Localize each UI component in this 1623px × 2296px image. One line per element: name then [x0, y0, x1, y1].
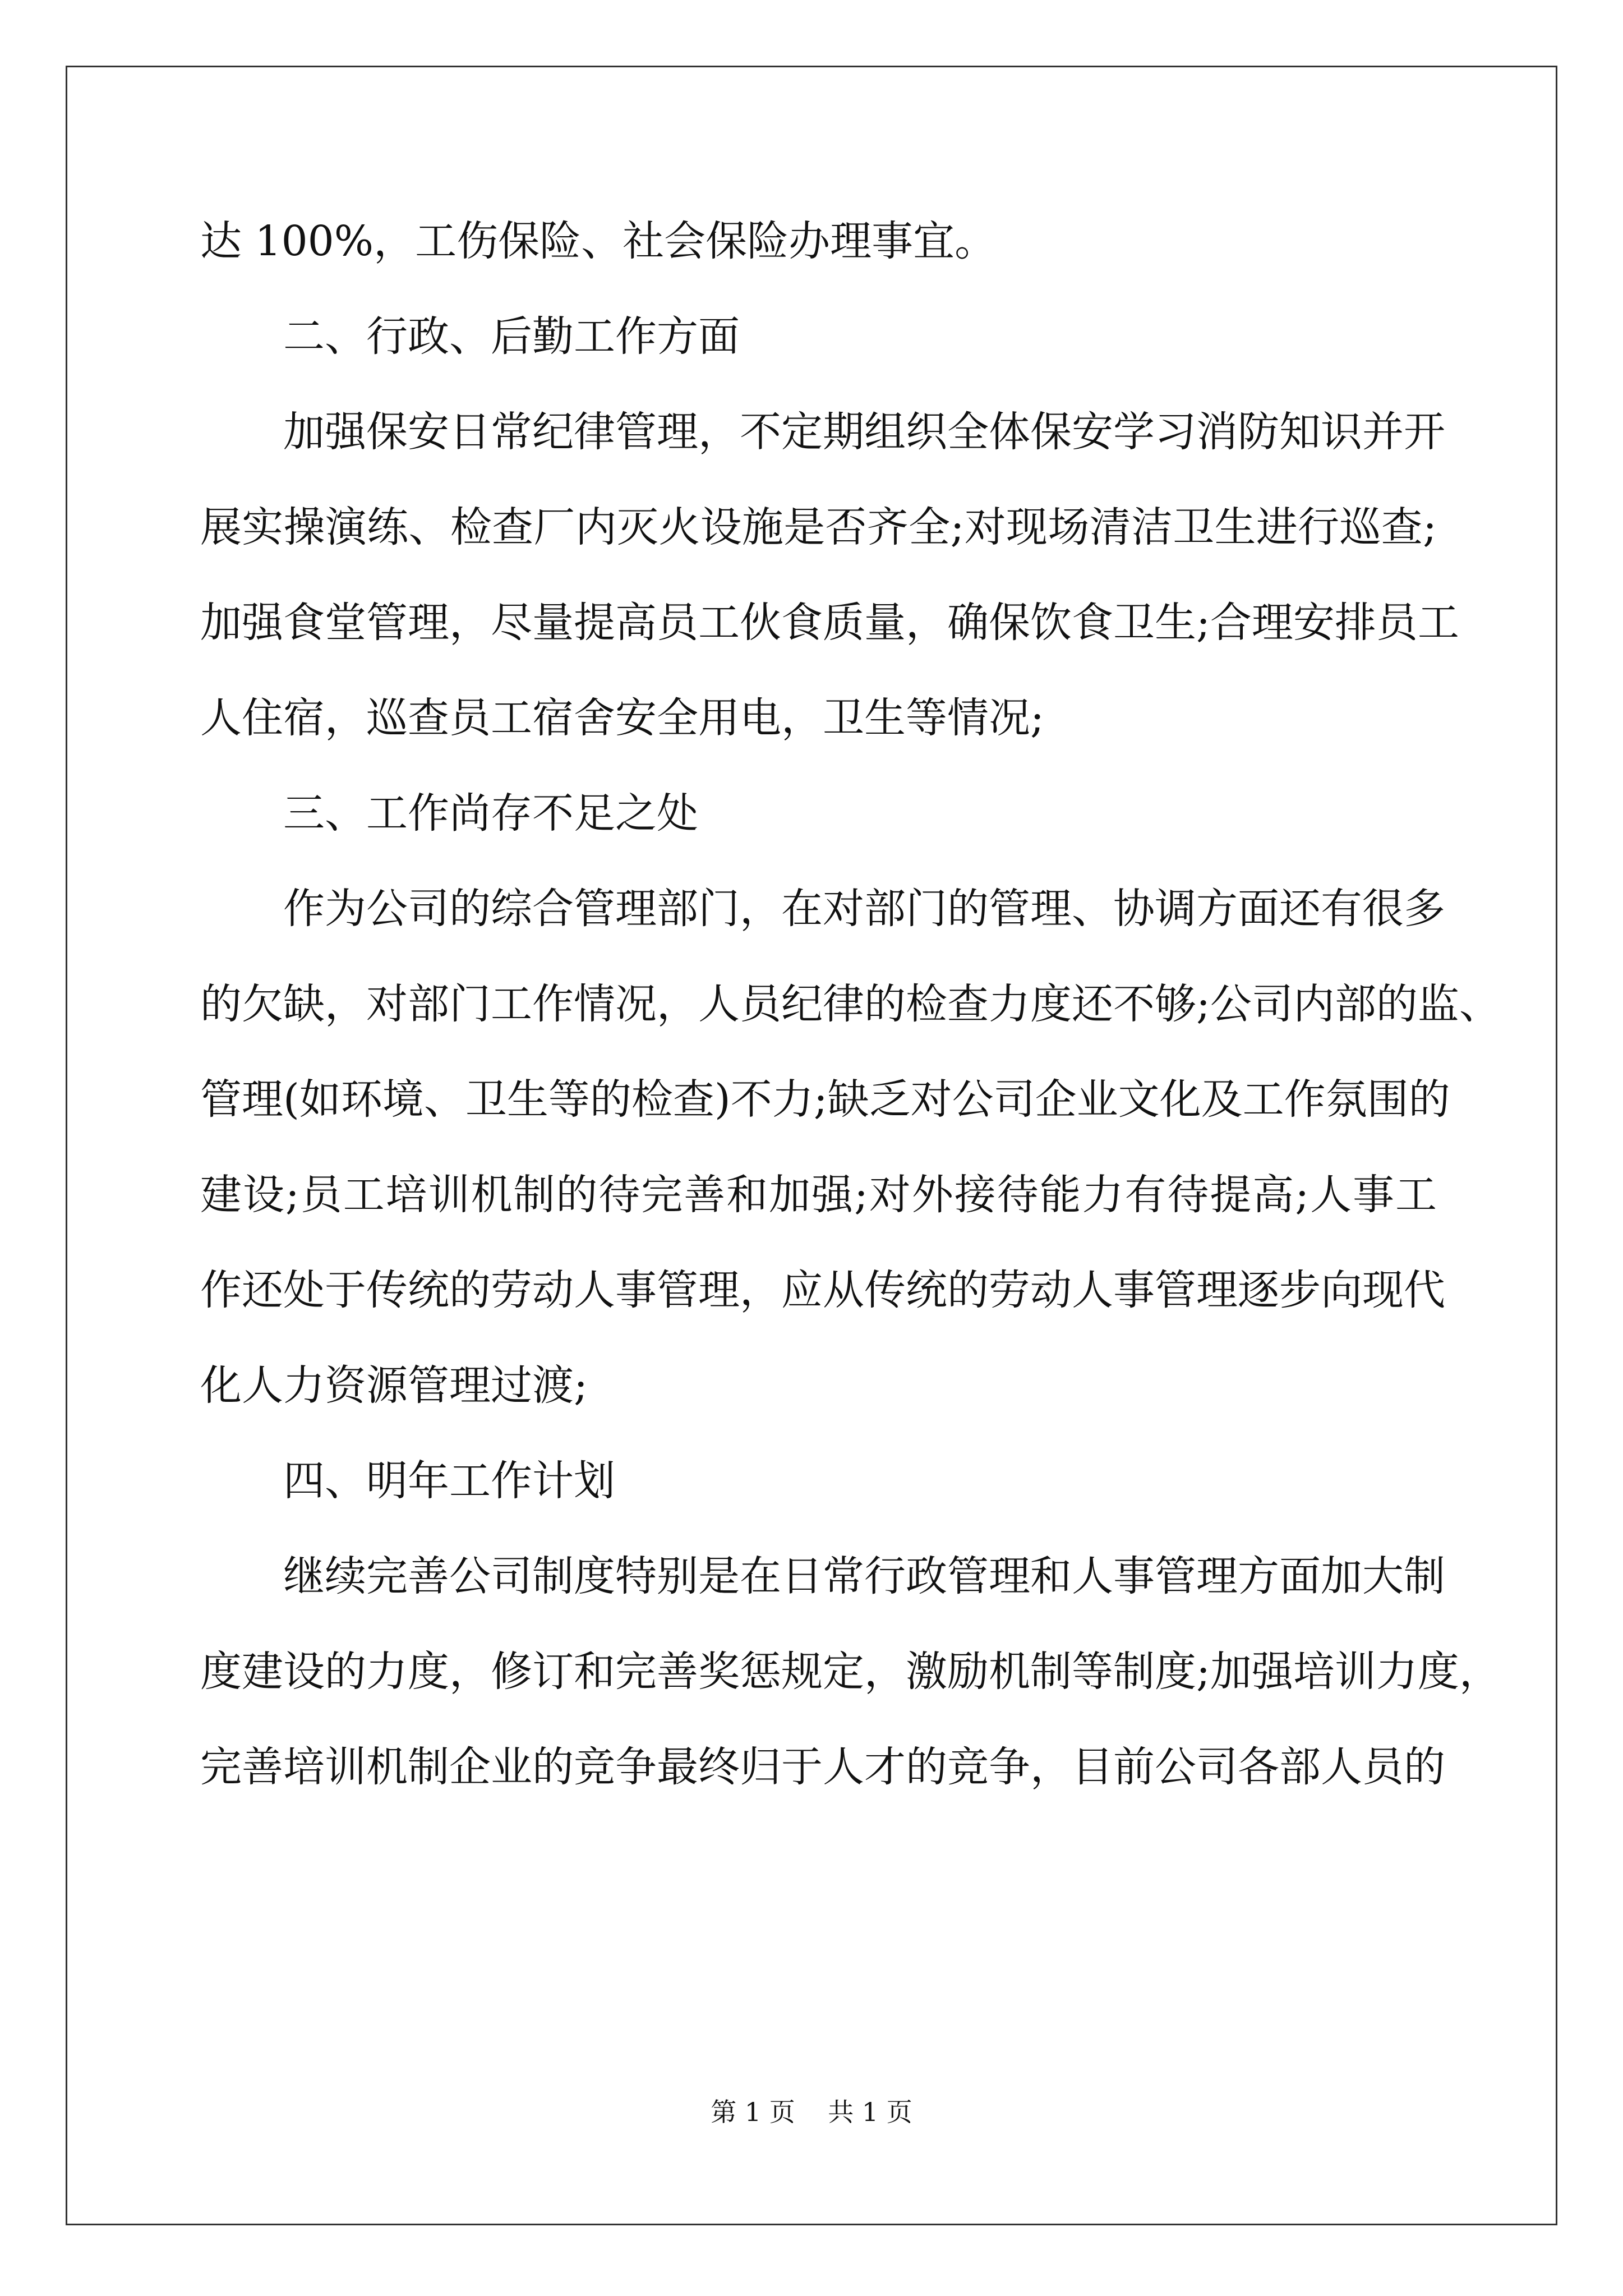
section-heading: 四、明年工作计划: [283, 1457, 615, 1505]
paragraph-line: 度建设的力度，修订和完善奖惩规定，激励机制等制度;加强培训力度，: [200, 1648, 1501, 1696]
paragraph-line: 作为公司的综合管理部门，在对部门的管理、协调方面还有很多: [283, 885, 1445, 933]
page-total: 共 1 页: [828, 2097, 912, 2127]
paragraph-line: 化人力资源管理过渡;: [200, 1361, 588, 1410]
page-footer: [0, 2095, 1623, 2129]
paragraph-line: 作还处于传统的劳动人事管理，应从传统的劳动人事管理逐步向现代: [200, 1266, 1445, 1314]
paragraph-line: 建设;员工培训机制的待完善和加强;对外接待能力有待提高;人事工: [200, 1171, 1437, 1219]
section-heading: 三、工作尚存不足之处: [283, 789, 698, 838]
paragraph-line: 加强食堂管理，尽量提高员工伙食质量，确保饮食卫生;合理安排员工: [200, 599, 1459, 647]
paragraph-line: 人住宿，巡查员工宿舍安全用电，卫生等情况;: [200, 694, 1044, 742]
paragraph-line: 达 100%，工伤保险、社会保险办理事宜。: [200, 217, 997, 265]
paragraph-line: 管理(如环境、卫生等的检查)不力;缺乏对公司企业文化及工作氛围的: [200, 1075, 1450, 1124]
page-number: 第 1 页: [711, 2097, 795, 2127]
paragraph-line: 继续完善公司制度特别是在日常行政管理和人事管理方面加大制: [283, 1552, 1445, 1600]
paragraph-line: 加强保安日常纪律管理，不定期组织全体保安学习消防知识并开: [283, 408, 1445, 456]
paragraph-line: 完善培训机制企业的竞争最终归于人才的竞争，目前公司各部人员的: [200, 1743, 1445, 1791]
section-heading: 二、行政、后勤工作方面: [283, 312, 740, 361]
page-border: [66, 66, 1557, 2225]
paragraph-line: 的欠缺，对部门工作情况，人员纪律的检查力度还不够;公司内部的监、: [200, 980, 1501, 1028]
paragraph-line: 展实操演练、检查厂内灭火设施是否齐全;对现场清洁卫生进行巡查;: [200, 503, 1437, 551]
